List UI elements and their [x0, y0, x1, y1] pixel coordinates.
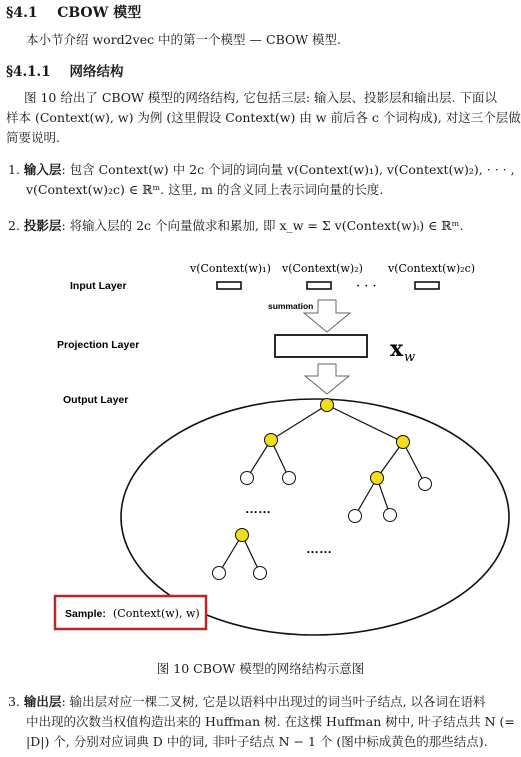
tree-node [265, 434, 278, 447]
xw-subscript: w [404, 350, 416, 365]
item2-line1 [8, 218, 463, 234]
item2-number: 2. [8, 218, 20, 233]
input-vector-box-1 [217, 282, 241, 289]
figure-caption: 图 10 CBOW 模型的网络结构示意图 [156, 661, 365, 676]
section-title: CBOW 模型 [57, 5, 142, 21]
tree-leaf [349, 510, 362, 523]
input-vector-box-2 [307, 282, 331, 289]
output-layer-label: Output Layer [63, 394, 129, 406]
projection-arrow [305, 364, 349, 394]
tree-leaf [254, 567, 267, 580]
para1-line3: 简要说明. [6, 130, 60, 145]
tree-node [397, 436, 410, 449]
sample-label: Sample: [65, 608, 106, 620]
subsection-title: 网络结构 [69, 64, 124, 80]
item3-line2: 中出现的次数当权值构造出来的 Huffman 树. 在这棵 Huffman 树中, 叶子结点共 N (= [26, 714, 515, 729]
item3-number: 3. [8, 694, 20, 709]
section-heading [6, 5, 141, 21]
input-ellipsis: · · · [356, 279, 377, 294]
vector-label-2: v(Context(w)₂) [282, 262, 363, 275]
item3-label: 输出层 [23, 694, 62, 709]
item1-number: 1. [8, 162, 20, 177]
subsection-heading [6, 64, 123, 80]
item1-line2: v(Context(w)₂c) ∈ ℝᵐ. 这里, m 的含义同上表示词向量的长度. [26, 182, 384, 197]
tree-node [236, 529, 249, 542]
projection-box [275, 335, 367, 357]
projection-layer-label: Projection Layer [57, 339, 140, 351]
tree-leaf [283, 472, 296, 485]
tree-leaf [213, 567, 226, 580]
para1-line2: 样本 (Context(w), w) 为例 (这里假设 Context(w) 由 w 前后各 c 个词构成), 对这三个层做 [6, 110, 521, 125]
vector-label-3: v(Context(w)₂c) [388, 262, 476, 275]
intro-text: 本小节介绍 word2vec 中的第一个模型 — CBOW 模型. [26, 32, 342, 47]
tree-leaf [384, 509, 397, 522]
tree-dots-2: …… [306, 541, 332, 556]
vector-label-1: v(Context(w)₁) [190, 262, 271, 275]
item2-text: : 将输入层的 2c 个向量做求和累加, 即 x_w = Σ v(Context(w)ᵢ) ∈ ℝᵐ. [61, 218, 464, 233]
item3-text: : 输出层对应一棵二叉树, 它是以语料中出现过的词当叶子结点, 以各词在语料 [61, 694, 486, 709]
cbow-diagram [0, 255, 521, 640]
item3-line1 [8, 694, 486, 710]
item1-line1 [8, 162, 515, 178]
item1-text: : 包含 Context(w) 中 2c 个词的词向量 v(Context(w)₁), v(Context(w)₂), · · · , [61, 162, 515, 177]
input-vector-box-3 [415, 282, 439, 289]
item2-label: 投影层 [23, 218, 62, 233]
tree-node [371, 472, 384, 485]
para1-line1: 图 10 给出了 CBOW 模型的网络结构, 它包括三层: 输入层、投影层和输出层. 下面以 [24, 90, 497, 105]
input-layer-label: Input Layer [70, 280, 127, 292]
tree-dots-1: …… [245, 501, 271, 516]
tree-leaf [419, 478, 432, 491]
item3-line3: |D|) 个, 分别对应词典 D 中的词, 非叶子结点 N − 1 个 (图中标成黄色的那些结点). [26, 734, 488, 749]
tree-node [321, 399, 334, 412]
tree-leaf [241, 472, 254, 485]
xw-label: x [390, 336, 404, 362]
summation-label: summation [268, 301, 314, 311]
subsection-number: §4.1.1 [6, 64, 51, 80]
section-number: §4.1 [6, 5, 38, 21]
item1-label: 输入层 [23, 162, 62, 177]
sample-value: (Context(w), w) [113, 607, 200, 620]
